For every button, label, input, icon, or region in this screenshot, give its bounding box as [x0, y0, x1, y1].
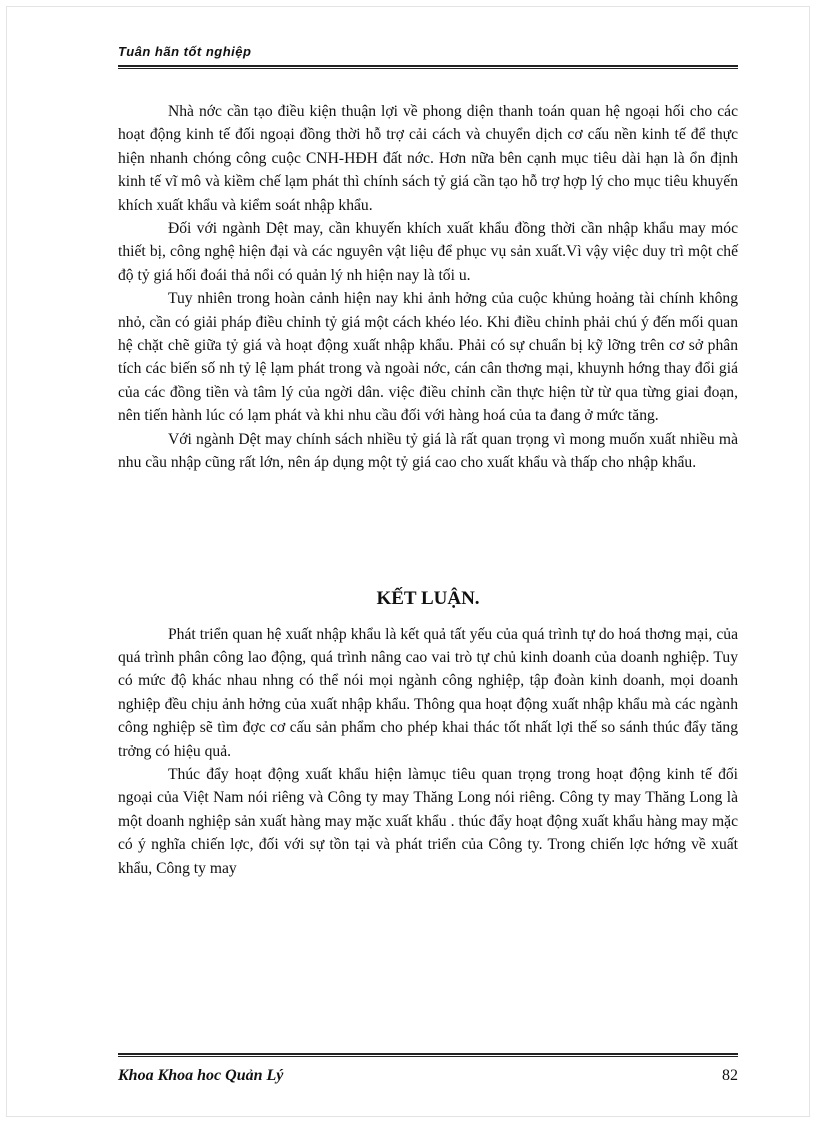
header-rule — [118, 65, 738, 69]
conclusion-paragraph: Thúc đẩy hoạt động xuất khẩu hiện làmục tiêu quan trọng trong hoạt động kinh tế đối ngoại của Việt Nam nói riêng và Công ty may Thăng Long nói riêng. Công ty may Thăng Long là một doanh nghiệp sản xuất hàng may mặc xuất khẩu . thúc đẩy hoạt động xuất khẩu hàng may mặc có ý nghĩa chiến lợc, đối với sự tồn tại và phát triển của Công ty. Trong chiến lợc hớng về xuất khẩu, Công ty may — [118, 765, 738, 877]
body-paragraph: Với ngành Dệt may chính sách nhiều tỷ giá là rất quan trọng vì mong muốn xuất nhiều mà nhu cầu nhập cũng rất lớn, nên áp dụng một tỷ giá cao cho xuất khẩu và thấp cho nhập khẩu. — [118, 430, 738, 472]
header-title: Tuân hãn tốt nghiệp — [118, 44, 252, 59]
section-spacer — [118, 475, 738, 587]
page-header — [118, 44, 738, 69]
body-paragraph: Đối với ngành Dệt may, cần khuyến khích xuất khẩu đồng thời cần nhập khẩu may móc thiết bị, công nghệ hiện đại và các nguyên vật liệu để phục vụ sản xuất.Vì vậy việc duy trì một chế độ tỷ giá hối đoái thả nổi có quản lý nh hiện nay là tối u. — [118, 220, 738, 284]
page-content — [118, 100, 738, 880]
footer-rule — [118, 1053, 738, 1057]
conclusion-title: KẾT LUẬN. — [376, 587, 480, 609]
page-footer — [118, 1053, 738, 1085]
body-paragraph: Nhà nớc cần tạo điều kiện thuận lợi về phong diện thanh toán quan hệ ngoại hối cho các hoạt động kinh tế đối ngoại đồng thời hỗ trợ cải cách và chuyển dịch cơ cấu nền kinh tế để thực hiện nhanh chóng công cuộc CNH-HĐH đất nớc. Hơn nữa bên cạnh mục tiêu dài hạn là ổn định kinh tế vĩ mô và kiềm chế lạm phát thì chính sách tỷ giá cần tạo hỗ trợ hợp lý cho mục tiêu khuyến khích xuất khẩu và kiểm soát nhập khẩu. — [118, 103, 738, 214]
page-number: 82 — [722, 1067, 738, 1084]
footer-row — [118, 1067, 738, 1085]
conclusion-paragraph: Phát triển quan hệ xuất nhập khẩu là kết quả tất yếu của quá trình tự do hoá thơng mại, của quá trình phân công lao động, quá trình nâng cao vai trò tự chủ kinh doanh của doanh nghiệp. Tuy có mức độ khác nhau nhng có thể nói mọi ngành công nghiệp, tập đoàn kinh doanh, mọi doanh nghiệp đều chịu ảnh hởng của xuất nhập khẩu. Thông qua hoạt động xuất nhập khẩu mà các ngành công nghiệp sẽ tìm đợc cơ cấu sản phẩm cho phép khai thác tốt nhất lợi thế so sánh thúc đẩy tăng trởng có hiệu quả. — [118, 625, 738, 760]
footer-faculty: Khoa Khoa hoc Quản Lý — [118, 1067, 284, 1084]
body-paragraph: Tuy nhiên trong hoàn cảnh hiện nay khi ảnh hởng của cuộc khủng hoảng tài chính không nhỏ, cần có giải pháp điều chỉnh tỷ giá một cách khéo léo. Khi điều chỉnh phải chú ý đến mối quan hệ chặt chẽ giữa tỷ giá và hoạt động xuất nhập khẩu. Phải có sự chuẩn bị kỹ lỡng trên cơ sở phân tích các biến số nh tỷ lệ lạm phát trong và ngoài nớc, cán cân thơng mại, khuynh hớng thay đổi giá của các đồng tiền và tâm lý của ngời dân. việc điều chỉnh cần thực hiện từ từ qua từng giai đoạn, nên tiến hành lúc có lạm phát và khi nhu cầu đối với hàng hoá của ta đang ở mức tăng. — [118, 290, 738, 425]
